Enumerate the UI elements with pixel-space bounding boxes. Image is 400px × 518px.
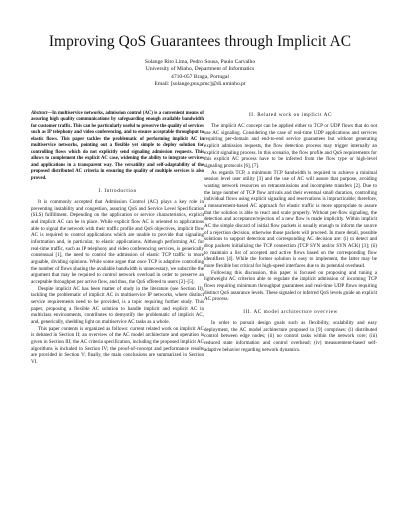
related-paragraph-1: The implicit AC concept can be applied either to TCP or UDP flows that do not use AC signaling. Considering the case of real-time UDP applications and services requiring per-domain and end-to-end service guarantees but without generating explicit admission requests, the flow detection process may trigger internally an explicit signaling process. In this scenario, the flow profile and QoS requirements for this explicit AC process have to be inferred from the flow type or high-level signaling protocols [6], [7].: [204, 123, 377, 170]
author-email: Email: [solange,pns,pmc]@di.uminho.pt: [154, 81, 246, 88]
related-paragraph-3: Following this discussion, this paper is focused on proposing and tuning a lightweight AC criterion able to regulate the implicit admission of incoming TCP flows requiring minimum throughput guarantees and real-time UDP flows requiring distinct QoS assurance levels. These signaled or inferred QoS levels guide an explicit AC process.: [204, 269, 377, 303]
author-address: 4710-057 Braga, Portugal: [171, 73, 229, 80]
author-names: Solange Rito Lima, Pedro Sousa, Paulo Carvalho: [144, 59, 256, 65]
left-column: [31, 111, 204, 365]
right-column: [204, 112, 377, 353]
section-heading-related-work: II. Related work on implicit AC: [248, 112, 333, 118]
abstract: [31, 111, 204, 182]
architecture-paragraph-1: In order to pursuit design goals such as flexibility, scalability and easy deployment, the AC model architecture proposed in [9] comprises: (i) distributed control between edge nodes; (ii) no control tasks within the network core; (iii) reduced state information and control overhead; (iv) measurement-based self-adaptive behavior regarding network dynamics.: [204, 319, 377, 353]
abstract-label: Abstract: [31, 111, 48, 116]
paper-title: Improving QoS Guarantees through Implicit AC: [48, 33, 352, 50]
intro-paragraph-1: It is commonly accepted that Admission Control (AC) plays a key role in preventing instability and congestion, assuring QoS and Service Level Specification (SLS) fulfillment. Depending on the application or service characteristics, explicit and implicit AC can be in place. While explicit flow AC is oriented to applications able to signal the network with their traffic profile and QoS objectives, implicit flow AC is required to control applications which are unable to provide that signaling information and, in particular, to elastic applications. Although performing AC for real-time traffic, such as IP telephony and video conferencing services, is generically consensual [1], the need to control the admission of elastic TCP traffic is more arguable, dividing opinions. While some argue that once TCP is adaptive controlling the number of flows sharing the available bandwidth is unnecessary, we subscribe the argument that may be required to control network overload in order to preserve an acceptable throughput per active flow, and thus, the QoS offered to users [2]–[5].: [31, 199, 204, 285]
abstract-text: —In multiservice networks, admission control (AC) is a convenient means of assuring high quality communications by safeguarding enough available bandwidth for customer traffic. This can be particularly useful to preserve the quality of services such as IP telephony and video conferencing, and to ensure acceptable throughput to elastic flows. This paper tackles the problematic of performing implicit AC in multiservice networks, pointing out a flexible yet simple to deploy solution for controlling flows which do not explicitly send signaling admission requests. This allows to complement the explicit AC case, widening the ability to integrate services and applications in a transparent way. The versatility and self-adaptability of the proposed distributed AC criteria in ensuring the quality of multiple services is also proved.: [31, 111, 204, 181]
intro-paragraph-2: Despite implicit AC has been matter of study in the literature (see Section II), tackling the problematic of implicit AC in multiservice IP networks, where distinct service requirements need to be provided, is a topic requiring further study. This paper, proposing a flexible AC solution to handle implicit and explicit AC in multiclass environments, contributes to demystify the problematic of implicit AC, and, generically, shedding light on multiservice AC tasks as a whole.: [31, 285, 204, 325]
author-block: [0, 59, 400, 89]
section-heading-architecture: III. AC model architecture overview: [243, 308, 338, 315]
section-heading-introduction: I. Introduction: [98, 187, 137, 194]
intro-paragraph-3: This paper contents is organized as follows: current related work on implicit AC is debated in Section II; an overview of the AC model architecture and operation is given in Section III; the AC criteria specification, including the proposed implicit AC algorithms is included in Section IV; the proof-of-concept and performance results are provided in Section V; finally, the main conclusions are summarized in Section VI.: [31, 325, 204, 365]
author-affiliation: University of Minho, Department of Informatics: [145, 66, 255, 73]
related-paragraph-2: As regards TCP, a minimum TCP bandwidth is required to achieve a minimal session level user utility [3] and the use of AC will assure that purpose, avoiding wasting network resources on retransmissions and incomplete transfers [2]. Due to the large number of TCP flow arrivals and their eventual small duration, controlling individual flows using explicit signaling and reservations is impracticable; therefore, a measurement-based AC approach for elastic traffic is more appropriate to assure that the solution is able to react and scale properly. Without per-flow signaling, the detection and acceptance/rejection of a new flow is made implicitly. Within implicit AC the simple discard of initial flow packets is usually enough to inform the source of a rejection decision, otherwise those packets will proceed. In more detail, possible solutions to support detection and corresponding AC decision are: (i) to detect and drop packets initializing the TCP connection (TCP SYN and/or SYN ACK) [3]; (ii) to maintain a list of accepted and active flows based on the corresponding flow identifiers [4]. While the former solution is easy to implement, the latter may be more flexible but critical for high-speed interfaces due to its potential overhead.: [204, 169, 377, 269]
